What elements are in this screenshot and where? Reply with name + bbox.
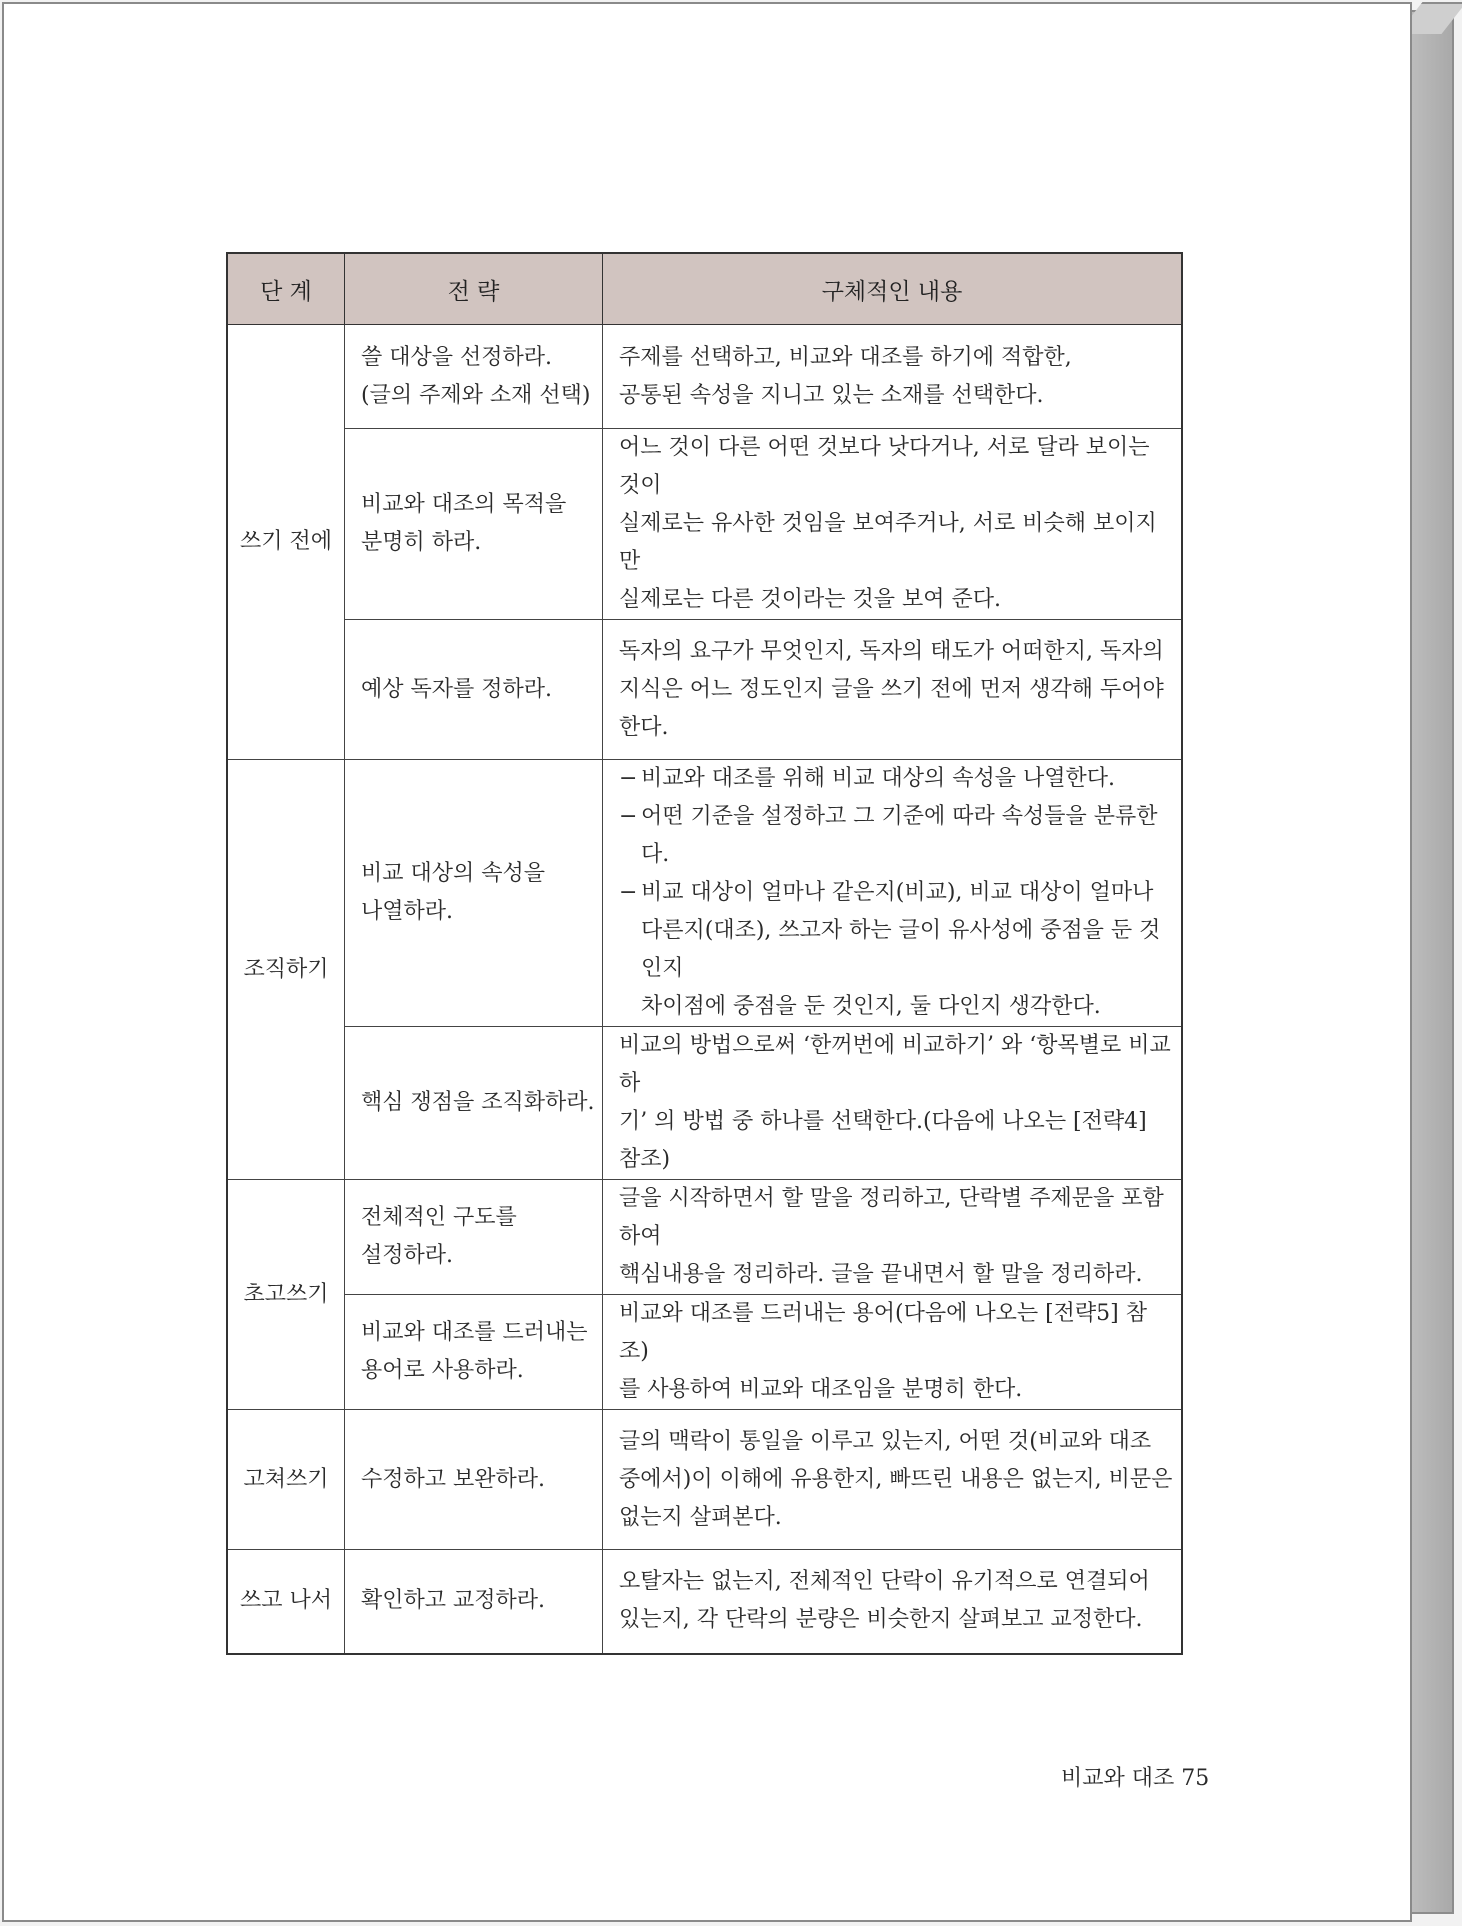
text-line: 비교 대상이 얼마나 같은지(비교), 비교 대상이 얼마나 — [641, 880, 1154, 905]
detail-cell — [603, 429, 1183, 620]
table-row — [227, 429, 1182, 620]
strategy-cell — [345, 325, 603, 429]
list-item — [619, 874, 1173, 1026]
detail-cell — [603, 1410, 1183, 1550]
strategy-cell — [345, 1295, 603, 1410]
detail-cell — [603, 1180, 1183, 1295]
dash-bullet: − — [619, 804, 638, 829]
header-stage: 단 계 — [227, 253, 345, 325]
strategy-cell — [345, 1410, 603, 1550]
table-row — [227, 1295, 1182, 1410]
book-page — [2, 2, 1412, 1922]
text-line: 주제를 선택하고, 비교와 대조를 하기에 적합한, — [619, 344, 1072, 370]
text-line: 기’ 의 방법 중 하나를 선택한다.(다음에 나오는 [전략4] 참조) — [619, 1109, 1147, 1172]
text-line: 비교와 대조의 목적을 — [361, 492, 567, 517]
header-strategy: 전 략 — [345, 253, 603, 325]
strategy-cell — [345, 760, 603, 1027]
stage-label: 초고쓰기 — [227, 1180, 345, 1410]
running-title: 비교와 대조 — [1061, 1766, 1175, 1791]
header-detail: 구체적인 내용 — [603, 253, 1183, 325]
table-row — [227, 1027, 1182, 1180]
table-row — [227, 1550, 1182, 1654]
text-line: 수정하고 보완하라. — [361, 1466, 546, 1492]
list-item — [619, 760, 1173, 798]
table-header-row — [227, 253, 1182, 325]
text-line: 글의 맥락이 통일을 이루고 있는지, 어떤 것(비교와 대조 — [619, 1428, 1152, 1454]
stage-label: 고쳐쓰기 — [227, 1410, 345, 1550]
text-line: 글을 시작하면서 할 말을 정리하고, 단락별 주제문을 포함하여 — [619, 1186, 1164, 1249]
text-line: 핵심 쟁점을 조직화하라. — [361, 1090, 595, 1115]
strategy-cell — [345, 429, 603, 620]
text-line: 쓸 대상을 선정하라. — [361, 344, 552, 370]
text-line: 중에서)이 이해에 유용한지, 빠뜨린 내용은 없는지, 비문은 — [619, 1466, 1173, 1492]
dash-bullet: − — [619, 766, 638, 791]
text-line: 설정하라. — [361, 1243, 454, 1268]
strategy-cell — [345, 620, 603, 760]
stage-label: 쓰기 전에 — [227, 325, 345, 760]
text-line: 비교와 대조를 드러내는 용어(다음에 나오는 [전략5] 참조) — [619, 1301, 1147, 1364]
text-line: 비교와 대조를 드러내는 — [361, 1320, 588, 1345]
text-line: 전체적인 구도를 — [361, 1205, 517, 1230]
table-row — [227, 1180, 1182, 1295]
detail-cell — [603, 1295, 1183, 1410]
text-line: 오탈자는 없는지, 전체적인 단락이 유기적으로 연결되어 — [619, 1569, 1150, 1595]
table-row — [227, 325, 1182, 429]
text-line: 비교의 방법으로써 ‘한꺼번에 비교하기’ 와 ‘항목별로 비교하 — [619, 1033, 1171, 1096]
strategy-cell — [345, 1180, 603, 1295]
list-item — [619, 798, 1173, 874]
detail-cell — [603, 325, 1183, 429]
text-line: 어느 것이 다른 어떤 것보다 낫다거나, 서로 달라 보이는 것이 — [619, 435, 1150, 498]
text-line: 를 사용하여 비교와 대조임을 분명히 한다. — [619, 1377, 1023, 1402]
text-line: 지식은 어느 정도인지 글을 쓰기 전에 먼저 생각해 두어야 — [619, 676, 1164, 702]
text-line: 확인하고 교정하라. — [361, 1588, 546, 1614]
strategy-table — [226, 252, 1183, 1655]
text-line: 실제로는 다른 것이라는 것을 보여 준다. — [619, 587, 1001, 612]
dash-bullet: − — [619, 880, 638, 905]
detail-cell — [603, 1027, 1183, 1180]
text-line: 분명히 하라. — [361, 530, 482, 555]
text-line: 한다. — [619, 714, 669, 740]
text-line: 용어로 사용하라. — [361, 1358, 524, 1383]
text-line: 비교와 대조를 위해 비교 대상의 속성을 나열한다. — [641, 766, 1115, 791]
text-line: 차이점에 중점을 둔 것인지, 둘 다인지 생각한다. — [641, 994, 1101, 1019]
text-line: 어떤 기준을 설정하고 그 기준에 따라 속성들을 분류한다. — [641, 804, 1158, 867]
text-line: 실제로는 유사한 것임을 보여주거나, 서로 비슷해 보이지만 — [619, 511, 1157, 574]
page-footer — [1061, 1761, 1209, 1792]
text-line: 있는지, 각 단락의 분량은 비슷한지 살펴보고 교정한다. — [619, 1607, 1143, 1633]
text-line: 다른지(대조), 쓰고자 하는 글이 유사성에 중점을 둔 것인지 — [641, 918, 1161, 981]
stage-label: 쓰고 나서 — [227, 1550, 345, 1654]
table-row — [227, 1410, 1182, 1550]
detail-cell — [603, 620, 1183, 760]
text-line: 예상 독자를 정하라. — [361, 676, 552, 702]
detail-cell — [603, 760, 1183, 1027]
text-line: 공통된 속성을 지니고 있는 소재를 선택한다. — [619, 382, 1044, 408]
strategy-cell — [345, 1550, 603, 1654]
text-line: 없는지 살펴본다. — [619, 1504, 782, 1530]
table-row — [227, 760, 1182, 1027]
text-line: 비교 대상의 속성을 — [361, 861, 546, 886]
page-number: 75 — [1181, 1766, 1210, 1791]
table-row — [227, 620, 1182, 760]
text-line: 핵심내용을 정리하라. 글을 끝내면서 할 말을 정리하라. — [619, 1262, 1143, 1287]
stage-label: 조직하기 — [227, 760, 345, 1180]
text-line: (글의 주제와 소재 선택) — [361, 382, 591, 408]
text-line: 나열하라. — [361, 899, 454, 924]
detail-cell — [603, 1550, 1183, 1654]
strategy-cell — [345, 1027, 603, 1180]
text-line: 독자의 요구가 무엇인지, 독자의 태도가 어떠한지, 독자의 — [619, 638, 1164, 664]
